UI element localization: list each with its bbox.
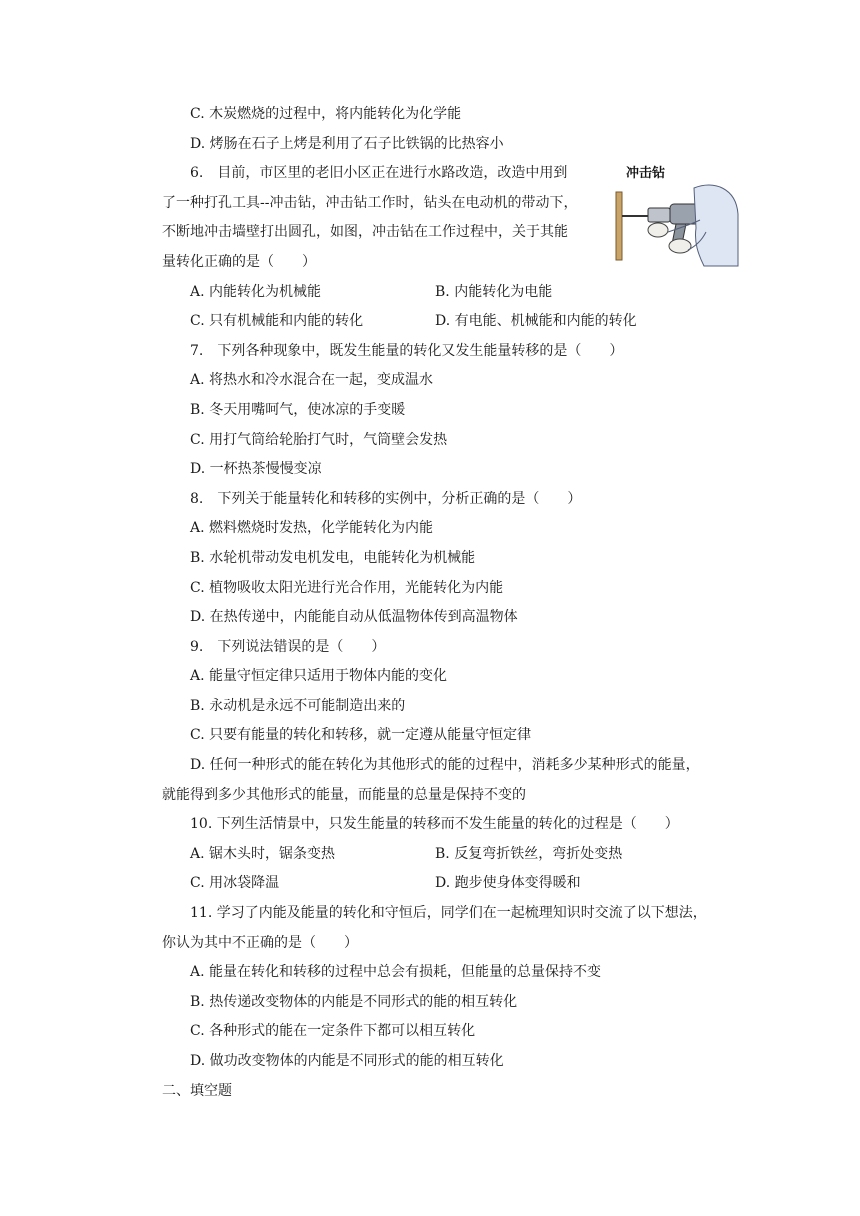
section-heading: 二、填空题 (162, 1082, 232, 1099)
impact-drill-figure (614, 158, 740, 268)
option-c: C. 用打气筒给轮胎打气时，气筒壁会发热 (190, 431, 448, 448)
option-b: B. 冬天用嘴呵气，使冰凉的手变暖 (190, 401, 406, 418)
option-d: D. 做功改变物体的内能是不同形式的能的相互转化 (190, 1053, 504, 1069)
option-d: D. 一杯热茶慢慢变凉 (190, 461, 322, 478)
option-d-continued: 就能得到多少其他形式的能量，而能量的总量是保持不变的 (162, 786, 526, 803)
figure-label: 冲击钻 (626, 166, 666, 181)
question-11-stem: 你认为其中不正确的是（ ） (162, 934, 358, 951)
option-c: C. 用冰袋降温 (190, 875, 280, 892)
option-a: A. 内能转化为机械能 (190, 283, 322, 300)
option-a: A. 将热水和冷水混合在一起，变成温水 (190, 372, 434, 389)
option-d: D. 跑步使身体变得暖和 (435, 875, 581, 892)
question-9-stem: 9. 下列说法错误的是（ ） (190, 638, 386, 655)
option-b: B. 内能转化为电能 (435, 283, 553, 300)
option-a: A. 能量守恒定律只适用于物体内能的变化 (190, 668, 448, 685)
option-c: C. 各种形式的能在一定条件下都可以相互转化 (190, 1023, 476, 1040)
option-c: C. 只要有能量的转化和转移，就一定遵从能量守恒定律 (190, 727, 532, 744)
option-c: C. 植物吸收太阳光进行光合作用，光能转化为内能 (190, 579, 504, 596)
question-6-stem: 了一种打孔工具--冲击钻，冲击钻工作时，钻头在电动机的带动下， (162, 194, 578, 211)
question-10-stem: 10. 下列生活情景中，只发生能量的转移而不发生能量的转化的过程是（ ） (190, 816, 679, 833)
option-a: A. 锯木头时，锯条变热 (190, 845, 336, 862)
question-10-options-row (162, 869, 756, 899)
question-11-stem: 11. 学习了内能及能量的转化和守恒后，同学们在一起梳理知识时交流了以下想法， (190, 905, 707, 922)
option-line: C. 木炭燃烧的过程中，将内能转化为化学能 (190, 106, 462, 122)
option-b: B. 永动机是永远不可能制造出来的 (190, 697, 406, 714)
option-d: D. 在热传递中，内能能自动从低温物体传到高温物体 (190, 609, 518, 626)
option-d: D. 任何一种形式的能在转化为其他形式的能的过程中，消耗多少某种形式的能量， (190, 757, 700, 774)
question-10-options-row (162, 840, 756, 870)
option-line: D. 烤肠在石子上烤是利用了石子比铁锅的比热容小 (190, 135, 504, 152)
question-6-options-row (162, 307, 756, 337)
question-6-stem: 量转化正确的是（ ） (162, 253, 316, 270)
document-page (162, 100, 756, 1106)
question-6-stem: 不断地冲击墙壁打出圆孔，如图，冲击钻在工作过程中，关于其能 (162, 224, 568, 241)
option-a: A. 能量在转化和转移的过程中总会有损耗，但能量的总量保持不变 (190, 964, 602, 981)
question-8-stem: 8. 下列关于能量转化和转移的实例中，分析正确的是（ ） (190, 490, 582, 507)
option-c: C. 只有机械能和内能的转化 (190, 313, 364, 330)
question-6-stem: 6. 目前，市区里的老旧小区正在进行水路改造，改造中用到 (190, 165, 568, 182)
option-b: B. 反复弯折铁丝，弯折处变热 (435, 845, 623, 862)
question-7-stem: 7. 下列各种现象中，既发生能量的转化又发生能量转移的是（ ） (190, 342, 624, 359)
option-a: A. 燃料燃烧时发热，化学能转化为内能 (190, 520, 434, 537)
option-b: B. 水轮机带动发电机发电，电能转化为机械能 (190, 549, 476, 566)
option-b: B. 热传递改变物体的内能是不同形式的能的相互转化 (190, 993, 518, 1010)
option-d: D. 有电能、机械能和内能的转化 (435, 313, 637, 330)
question-6-options-row (162, 278, 756, 308)
